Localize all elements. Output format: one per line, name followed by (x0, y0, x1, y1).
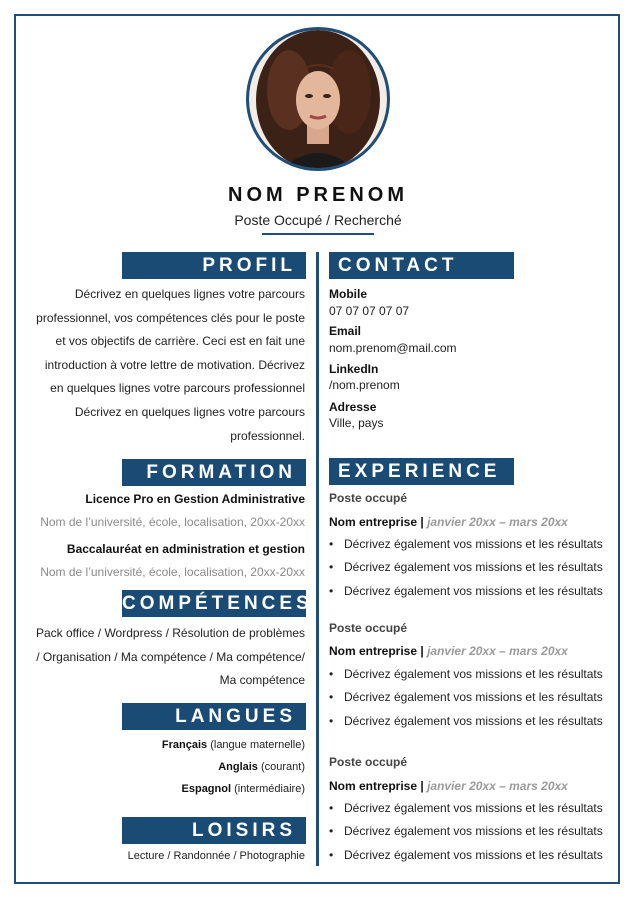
experience-bullet: • Décrivez également vos missions et les résultats (329, 560, 603, 575)
formation-degree: Baccalauréat en administration et gestion (66, 542, 305, 556)
portrait-image (249, 30, 387, 168)
experience-bullet-text: Décrivez également vos missions et les résultats (344, 713, 603, 728)
experience-company-line (329, 515, 568, 529)
profil-line: professionnel, vos compétences clés pour le poste (36, 310, 305, 325)
language-item (30, 756, 305, 778)
experience-dates: janvier 20xx – mars 20xx (427, 515, 568, 529)
contact-value-linkedin: /nom.prenom (329, 378, 400, 392)
experience-bullet-text: Décrivez également vos missions et les résultats (344, 801, 603, 815)
experience-bullet: • Décrivez également vos missions et les résultats (329, 537, 603, 551)
experience-company: Nom entreprise (329, 515, 418, 529)
language-name: Français (161, 739, 208, 751)
language-level: (langue maternelle) (207, 739, 305, 751)
experience-bullet: • Décrivez également vos missions et les résultats (329, 824, 603, 839)
experience-separator: | (417, 779, 428, 793)
experience-bullet: • Décrivez également vos missions et les résultats (329, 713, 603, 728)
experience-bullet-text: Décrivez également vos missions et les résultats (344, 667, 603, 681)
contact-label-mobile: Mobile (329, 287, 367, 301)
formation-degree: Licence Pro en Gestion Administrative (85, 492, 305, 506)
profil-line: introduction à votre lettre de motivation. Décrivez (44, 357, 305, 372)
experience-bullet-text: Décrivez également vos missions et les résultats (344, 560, 603, 575)
contact-label-linkedin: LinkedIn (329, 362, 379, 376)
experience-position: Poste occupé (329, 755, 408, 769)
candidate-name: NOM PRENOM (228, 184, 408, 206)
language-item (30, 734, 305, 756)
experience-bullets (329, 797, 619, 867)
experience-bullets (329, 663, 619, 733)
loisirs-text: Lecture / Randonnée / Photographie (127, 850, 305, 862)
formation-school: Nom de l’université, école, localisation, 20xx-20xx (40, 565, 305, 579)
experience-bullet-text: Décrivez également vos missions et les résultats (344, 537, 603, 551)
contact-label-adresse: Adresse (329, 400, 377, 414)
section-header-formation: FORMATION (122, 459, 306, 486)
formation-school: Nom de l’université, école, localisation, 20xx-20xx (40, 515, 305, 529)
profil-line: professionnel. (230, 428, 305, 443)
experience-bullet-text: Décrivez également vos missions et les résultats (344, 690, 603, 705)
title-underline (262, 233, 374, 235)
profil-line: et vos objectifs de carrière. Ceci est en fait une (55, 334, 305, 349)
experience-position: Poste occupé (329, 491, 408, 505)
experience-dates: janvier 20xx – mars 20xx (427, 779, 568, 793)
language-name: Anglais (218, 761, 258, 773)
section-header-contact: CONTACT (329, 252, 514, 279)
experience-bullet: • Décrivez également vos missions et les résultats (329, 667, 603, 681)
section-header-competences: COMPÉTENCES (122, 590, 306, 617)
language-level: (intermédiaire) (231, 783, 305, 795)
profil-line: Décrivez en quelques lignes votre parcours (74, 404, 305, 419)
experience-company: Nom entreprise (329, 644, 418, 658)
contact-value-mobile: 07 07 07 07 07 (329, 304, 410, 318)
contact-value-email: nom.prenom@mail.com (329, 341, 457, 355)
section-header-loisirs: LOISIRS (122, 817, 306, 844)
competences-text (30, 622, 305, 693)
contact-label-email: Email (329, 324, 362, 338)
profil-line: en quelques lignes votre parcours professionnel (50, 381, 305, 396)
experience-bullet: • Décrivez également vos missions et les résultats (329, 847, 603, 862)
experience-bullet-text: Décrivez également vos missions et les résultats (344, 824, 603, 839)
experience-bullet-text: Décrivez également vos missions et les résultats (344, 847, 603, 862)
section-header-profil: PROFIL (122, 252, 306, 279)
experience-company: Nom entreprise (329, 779, 418, 793)
experience-bullet-text: Décrivez également vos missions et les résultats (344, 583, 603, 598)
experience-bullet: • Décrivez également vos missions et les résultats (329, 690, 603, 705)
section-header-experience: EXPERIENCE (329, 458, 514, 485)
section-header-langues: LANGUES (122, 703, 306, 730)
experience-separator: | (417, 515, 428, 529)
column-divider (316, 252, 319, 866)
profile-photo (246, 27, 390, 171)
experience-bullet: • Décrivez également vos missions et les résultats (329, 583, 603, 598)
langues-list (30, 734, 305, 800)
profil-text (30, 283, 305, 448)
language-name: Espagnol (181, 783, 232, 795)
profil-line: Décrivez en quelques lignes votre parcours (74, 287, 305, 301)
experience-separator: | (417, 644, 428, 658)
competences-line: Pack office / Wordpress / Résolution de problèmes (35, 626, 305, 640)
experience-position: Poste occupé (329, 621, 408, 635)
experience-bullets (329, 533, 619, 603)
language-item (30, 778, 305, 800)
experience-company-line (329, 644, 568, 658)
contact-value-adresse: Ville, pays (329, 416, 384, 430)
job-title: Poste Occupé / Recherché (234, 212, 402, 228)
experience-company-line (329, 779, 568, 793)
language-level: (courant) (257, 761, 305, 773)
experience-bullet: • Décrivez également vos missions et les résultats (329, 801, 603, 815)
experience-dates: janvier 20xx – mars 20xx (427, 644, 568, 658)
competences-line: / Organisation / Ma compétence / Ma compétence/ (36, 649, 305, 664)
competences-line: Ma compétence (219, 673, 305, 687)
